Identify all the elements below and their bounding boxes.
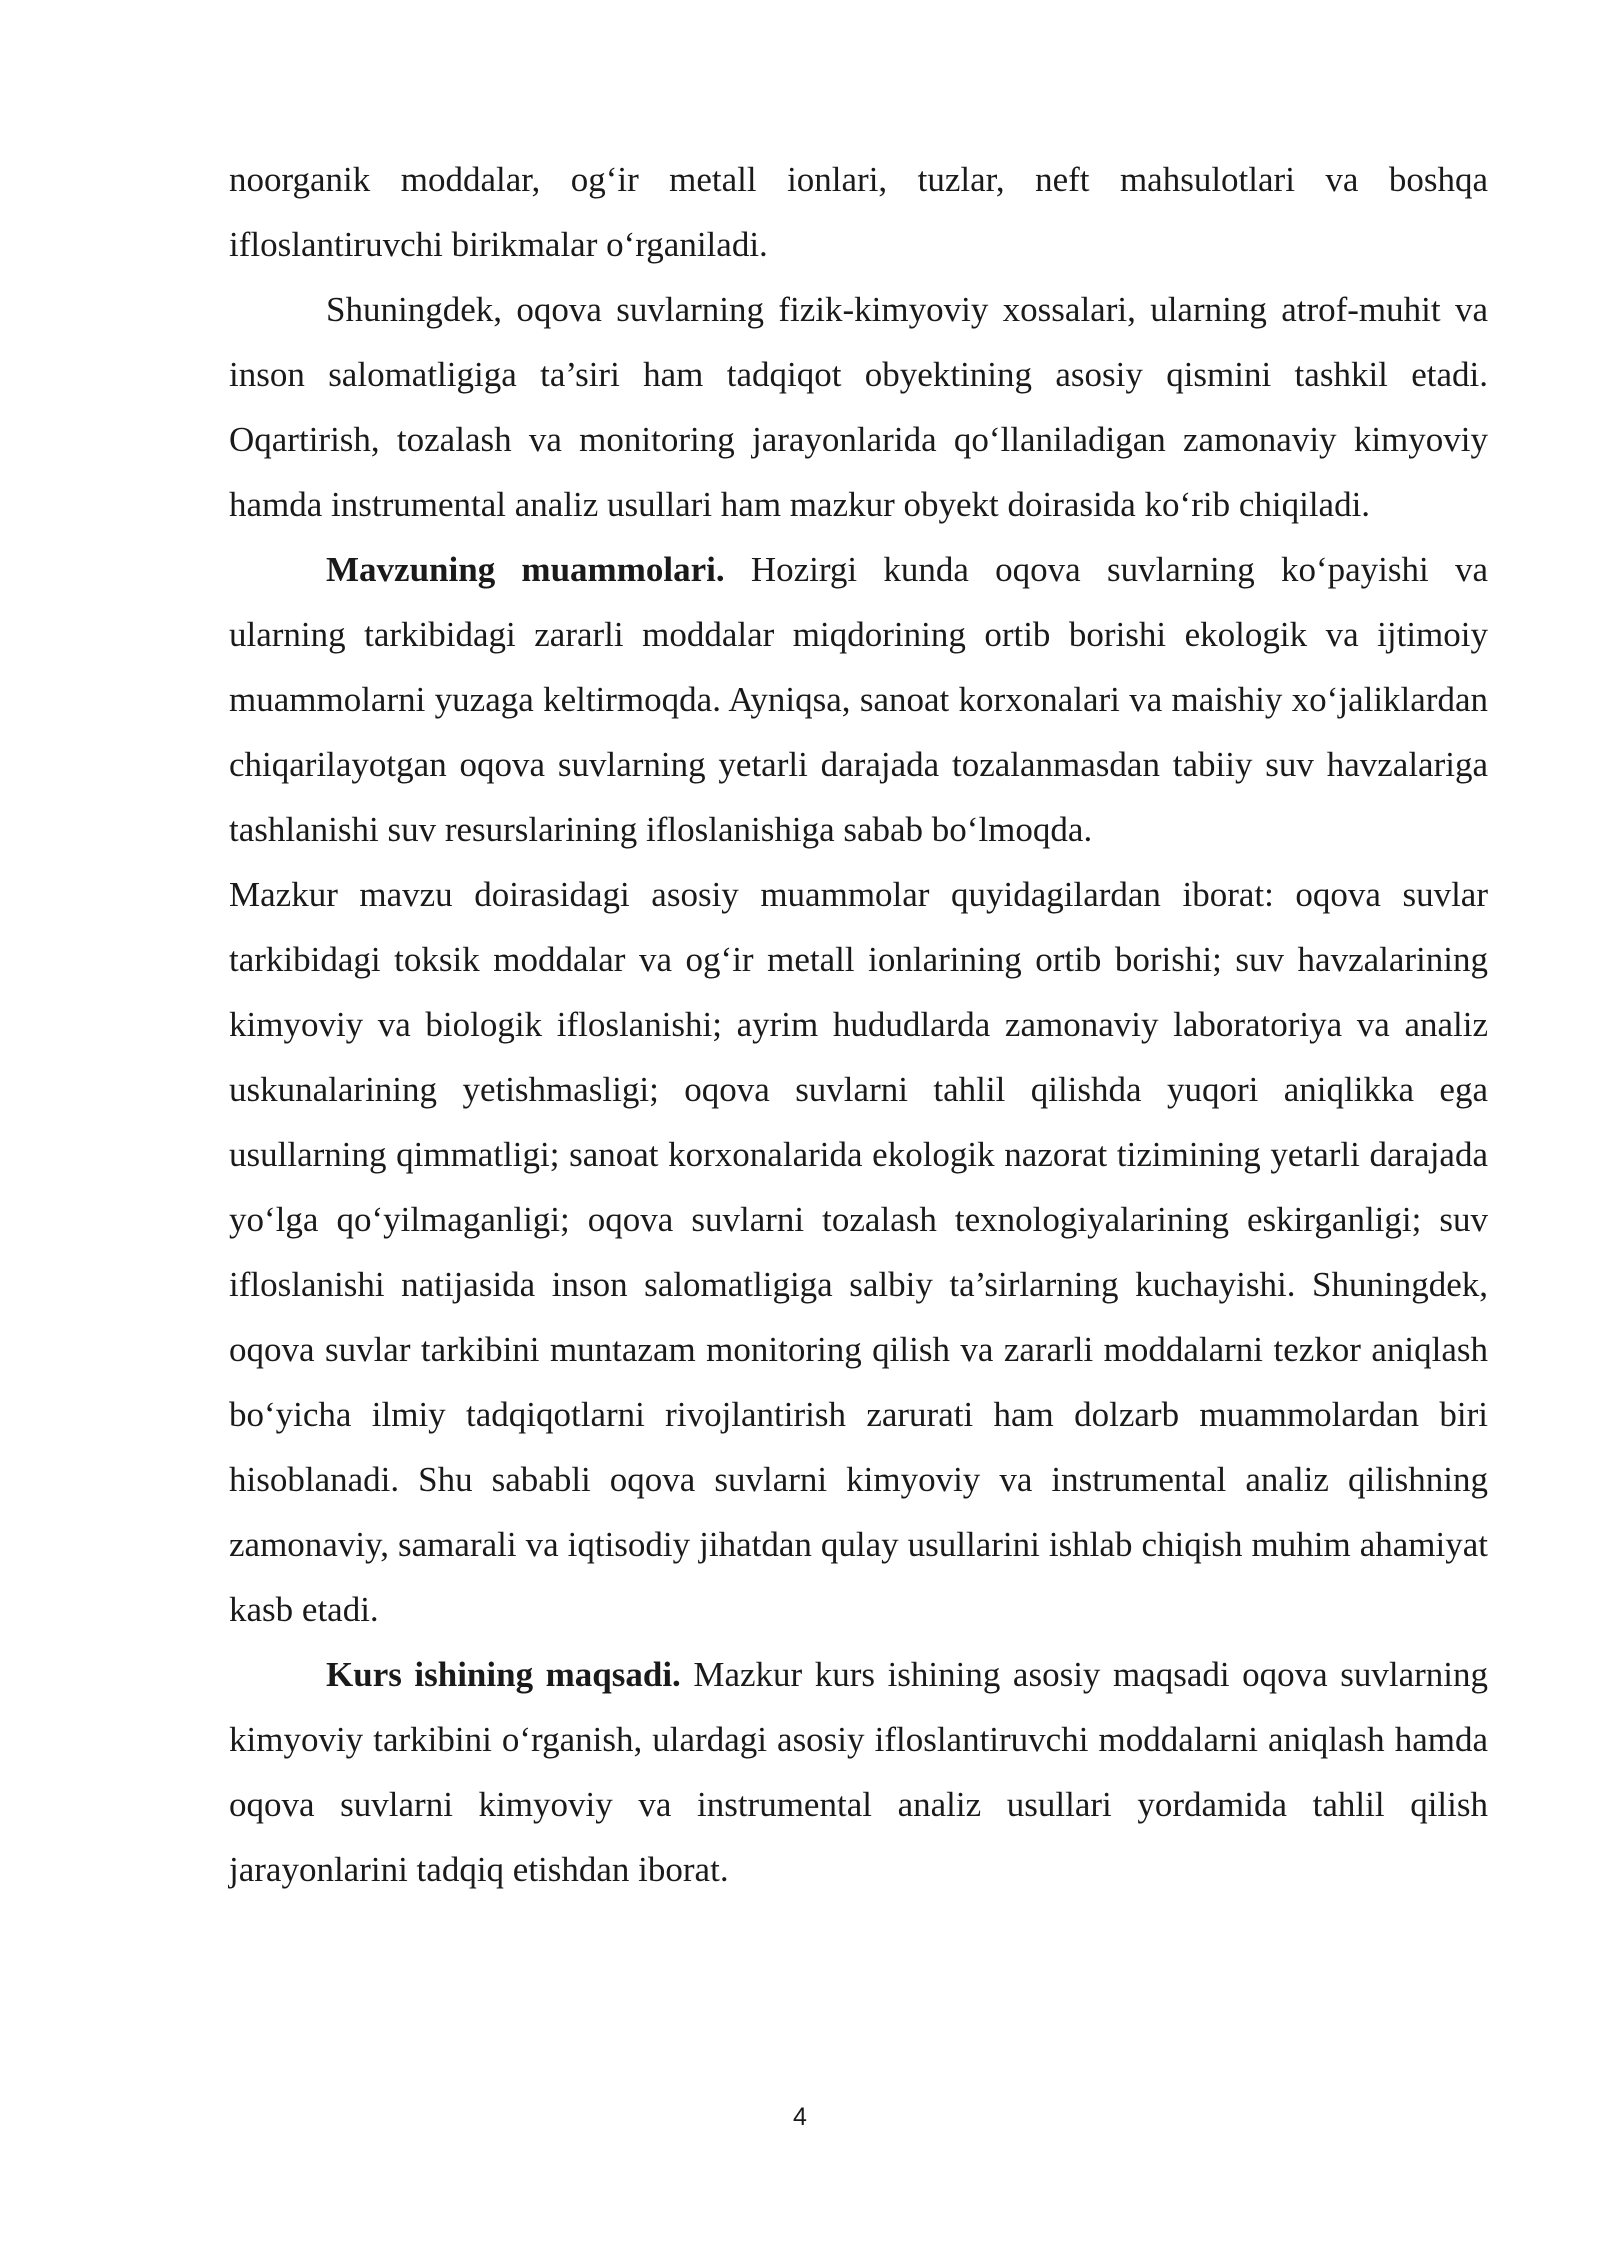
- paragraph-text: Mazkur kurs ishining asosiy maqsadi oqova suvlarning kimyoviy tarkibini o‘rganish, ulardagi asosiy ifloslantiruvchi moddalarni aniqlash hamda oqova suvlarni kimyoviy va instrumental analiz usullari yordamida tahlil qilish jarayonlarini tadqiq etishdan iborat.: [229, 1655, 1488, 1889]
- paragraph-main-problems: [229, 862, 1488, 1642]
- page-number: 4: [793, 2103, 807, 2131]
- paragraph-course-goal: [229, 1642, 1488, 1902]
- paragraph-text: noorganik moddalar, og‘ir metall ionlari, tuzlar, neft mahsulotlari va boshqa ifloslantiruvchi birikmalar o‘rganiladi.: [229, 160, 1488, 264]
- paragraph-continuation: [229, 147, 1488, 277]
- body-text: [229, 147, 1488, 1902]
- paragraph-research-object: [229, 277, 1488, 537]
- paragraph-text: Hozirgi kunda oqova suvlarning ko‘payishi va ularning tarkibidagi zararli moddalar miqdorining ortib borishi ekologik va ijtimoiy muammolarni yuzaga keltirmoqda. Ayniqsa, sanoat korxonalari va maishiy xo‘jaliklardan chiqarilayotgan oqova suvlarning yetarli darajada tozalanmasdan tabiiy suv havzalariga tashlanishi suv resurslarining ifloslanishiga sabab bo‘lmoqda.: [229, 550, 1488, 849]
- paragraph-text: Shuningdek, oqova suvlarning fizik-kimyoviy xossalari, ularning atrof-muhit va inson salomatligiga ta’siri ham tadqiqot obyektining asosiy qismini tashkil etadi. Oqartirish, tozalash va monitoring jarayonlarida qo‘llaniladigan zamonaviy kimyoviy hamda instrumental analiz usullari ham mazkur obyekt doirasida ko‘rib chiqiladi.: [229, 290, 1488, 524]
- paragraph-heading: Mavzuning muammolari.: [326, 550, 725, 589]
- paragraph-text: Mazkur mavzu doirasidagi asosiy muammolar quyidagilardan iborat: oqova suvlar tarkibidagi toksik moddalar va og‘ir metall ionlarining ortib borishi; suv havzalarining kimyoviy va biologik ifloslanishi; ayrim hududlarda zamonaviy laboratoriya va analiz uskunalarining yetishmasligi; oqova suvlarni tahlil qilishda yuqori aniqlikka ega usullarning qimmatligi; sanoat korxonalarida ekologik nazorat tizimining yetarli darajada yo‘lga qo‘yilmaganligi; oqova suvlarni tozalash texnologiyalarining eskirganligi; suv ifloslanishi natijasida inson salomatligiga salbiy ta’sirlarning kuchayishi. Shuningdek, oqova suvlar tarkibini muntazam monitoring qilish va zararli moddalarni tezkor aniqlash bo‘yicha ilmiy tadqiqotlarni rivojlantirish zarurati ham dolzarb muammolardan biri hisoblanadi. Shu sababli oqova suvlarni kimyoviy va instrumental analiz qilishning zamonaviy, samarali va iqtisodiy jihatdan qulay usullarini ishlab chiqish muhim ahamiyat kasb etadi.: [229, 875, 1488, 1629]
- paragraph-topic-problems: [229, 537, 1488, 862]
- paragraph-heading: Kurs ishining maqsadi.: [326, 1655, 681, 1694]
